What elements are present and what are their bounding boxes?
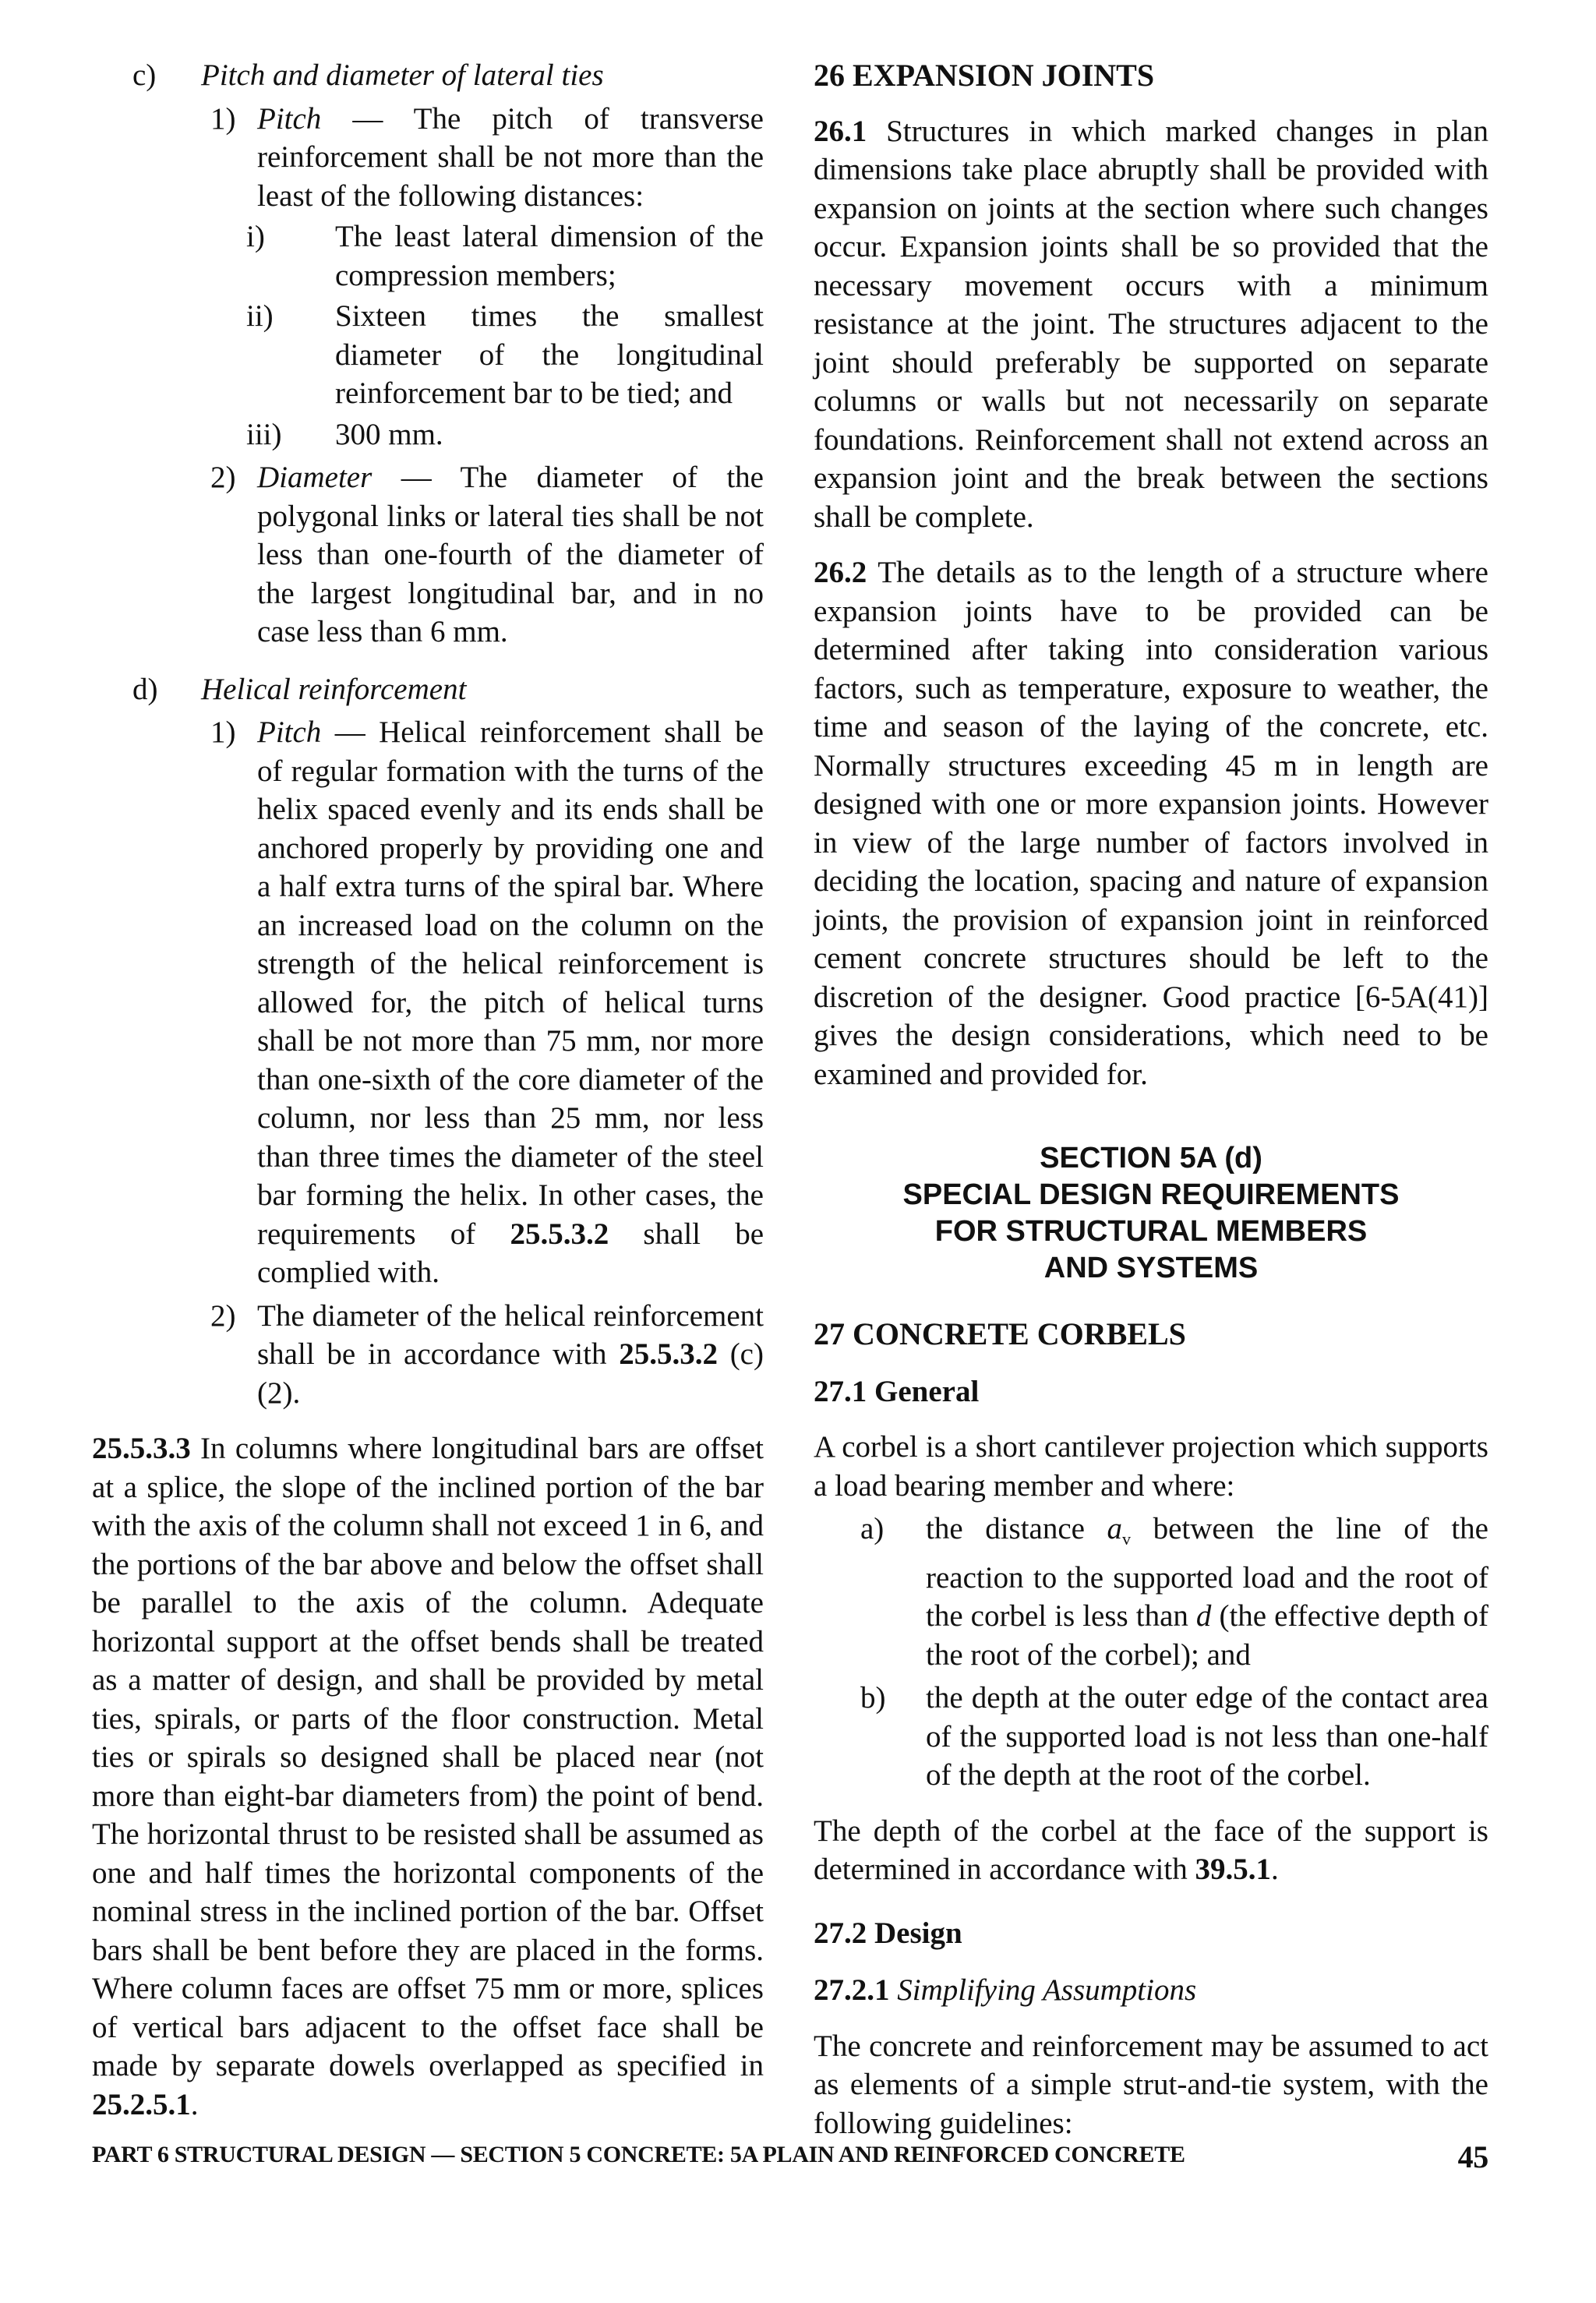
heading-26-expansion-joints: 26 EXPANSION JOINTS [814,58,1155,93]
paragraph-26-1-number: 26.1 [814,114,867,148]
clause-d-title: Helical reinforcement [201,672,467,706]
corbel-condition-a [814,1510,1488,1674]
section-heading-line-1: SECTION 5A (d) [1040,1142,1262,1174]
paragraph-26-2-number: 26.2 [814,556,867,589]
corbel-condition-a-text-1: the distance [926,1512,1107,1545]
clause-d2-end: (c) (2). [257,1337,764,1410]
paragraph-25-5-3-3-text: In columns where longitudinal bars are offset at a splice, the slope of the inclined portion of the bar with the axis of the column shall not exceed 1 in 6, and the portions of the bar above and below the offset shall be parallel to the axis of the column. Adequate horizontal support at the offset bends shall be treated as a matter of design, and shall be provided by metal ties, spirals, or parts of the floor construction. Metal ties or spirals so designed shall be placed near (not more than eight-bar diameters from) the point of bend. The horizontal thrust to be resisted shall be assumed as one and half times the horizontal components of the nominal stress in the inclined portion of the bar. Offset bars shall be bent before they are placed in the forms. Where column faces are offset 75 mm or more, splices of vertical bars adjacent to the offset face shall be made by separate dowels overlapped as specified in [92,1432,764,2082]
corbel-condition-b [814,1679,1488,1795]
heading-27-2-1 [814,1971,1488,2010]
page-footer [92,2139,1488,2174]
clause-d1-ref: 25.5.3.2 [510,1217,609,1251]
paragraph-27-2-1: The concrete and reinforcement may be assumed to act as elements of a simple strut-and-tie system, with the following guidelines: [814,2029,1488,2140]
clause-d2 [92,1297,764,1413]
clause-c1-ii [92,297,764,413]
section-heading-line-3: FOR STRUCTURAL MEMBERS [934,1215,1368,1248]
clause-c1 [92,100,764,216]
paragraph-corbel-depth-text: The depth of the corbel at the face of the support is determined in accordance with [814,1814,1488,1886]
section-heading-line-4: AND SYSTEMS [1043,1252,1259,1284]
paragraph-corbel-depth-ref: 39.5.1 [1195,1853,1271,1886]
clause-c1-text: — The pitch of transverse reinforcement shall be not more than the least of the following distances: [257,101,764,213]
clause-c1-i [92,217,764,295]
clause-c1-marker: 1) [210,101,236,136]
clause-c1-iii [92,415,764,454]
clause-c2 [92,458,764,652]
corbel-condition-a-subscript: v [1122,1529,1132,1549]
paragraph-26-2-text: The details as to the length of a structure where expansion joints have to be provided can be determined after taking into consideration various factors, such as temperature, exposure to weather, the time and season of the laying of the concrete, etc. Normally structures exceeding 45 m in length are designed with one or more expansion joints. However in view of the large number of factors involved in deciding the location, spacing and nature of expansion joints, the provision of expansion joint in reinforced cement concrete structures should be left to the discretion of the designer. Good practice [6-5A(41)] gives the design considerations, which need to be examined and provided for. [814,556,1488,1091]
section-heading-line-2: SPECIAL DESIGN REQUIREMENTS [902,1178,1400,1211]
clause-c2-lead: Diameter [257,461,373,494]
footer-text: PART 6 STRUCTURAL DESIGN — SECTION 5 CONCRETE: 5A PLAIN AND REINFORCED CONCRETE [92,2142,1185,2167]
corbel-condition-a-marker: a) [860,1512,885,1545]
clause-c-title: Pitch and diameter of lateral ties [201,58,604,92]
corbel-condition-a-variable-d: d [1195,1599,1212,1633]
clause-d2-ref: 25.5.3.2 [619,1337,718,1371]
clause-d1 [92,713,764,1292]
clause-d2-marker: 2) [210,1298,236,1333]
paragraph-25-5-3-3-end: . [190,2087,199,2121]
corbel-condition-b-text: the depth at the outer edge of the contact area of the supported load is not less than one-half of the depth at the root of the corbel. [926,1681,1488,1792]
clause-d1-lead: Pitch [257,715,322,749]
clause-c1-i-marker: i) [246,220,265,253]
clause-c-marker: c) [132,58,157,92]
paragraph-25-5-3-3 [92,1429,764,2124]
clause-c1-i-text: The least lateral dimension of the compression members; [335,220,764,292]
paragraph-26-1 [814,112,1488,537]
clause-c1-ii-marker: ii) [246,299,274,333]
heading-27-2-design: 27.2 Design [814,1916,962,1950]
corbel-condition-a-text-3: (the effective depth of the root of the corbel); and [926,1599,1489,1672]
paragraph-corbel-depth-end: . [1270,1853,1279,1886]
paragraph-25-5-3-3-number: 25.5.3.3 [92,1432,191,1465]
clause-d1-end: shall be complied with. [257,1217,764,1289]
clause-c2-marker: 2) [210,461,236,494]
clause-c1-lead: Pitch [257,101,322,136]
clause-c-heading [92,56,764,95]
paragraph-26-1-text: Structures in which marked changes in plan dimensions take place abruptly shall be provided with expansion on joints at the section where such changes occur. Expansion joints shall be so provided that the necessary movement occurs with a minimum resistance at the joint. The structures adjacent to the joint should preferably be supported on separate columns or walls but not necessarily on separate foundations. Reinforcement shall not extend across an expansion joint and the break between the sections shall be complete. [814,114,1488,534]
left-column [92,56,764,2124]
clause-c1-iii-text: 300 mm. [335,417,443,451]
section-5a-d-heading [814,1140,1488,1287]
clause-d1-marker: 1) [210,715,236,749]
page-number: 45 [1457,2139,1488,2174]
paragraph-corbel-depth [814,1812,1488,1889]
heading-27-1-general: 27.1 General [814,1374,980,1408]
heading-27-2-1-title: Simplifying Assumptions [897,1973,1197,2007]
clause-c1-iii-marker: iii) [246,417,282,451]
clause-d2-text: The diameter of the helical reinforcement shall be in accordance with [257,1298,764,1371]
clause-d-marker: d) [132,672,158,706]
clause-c1-ii-text: Sixteen times the smallest diameter of the longitudinal reinforcement bar to be tied; and [335,299,764,410]
paragraph-25-5-3-3-ref: 25.2.5.1 [92,2087,191,2121]
heading-27-2-1-number: 27.2.1 [814,1973,890,2007]
clause-c2-text: — The diameter of the polygonal links or lateral ties shall be not less than one-fourth of the diameter of the largest longitudinal bar, and in no case less than 6 mm. [257,461,764,648]
paragraph-27-1: A corbel is a short cantilever projection which supports a load bearing member and where: [814,1430,1488,1503]
right-column [814,56,1488,2142]
corbel-condition-a-text-2: between the line of the reaction to the supported load and the root of the corbel is less than [926,1512,1488,1633]
paragraph-26-2 [814,553,1488,1093]
clause-d-heading [92,670,764,709]
corbel-condition-b-marker: b) [860,1681,886,1715]
corbel-condition-a-variable: a [1107,1512,1123,1545]
clause-d1-text: — Helical reinforcement shall be of regular formation with the turns of the helix spaced evenly and its ends shall be anchored properly by providing one and a half extra turns of the spiral bar. Where an increased load on the column on the strength of the helical reinforcement is allowed for, the pitch of helical turns shall be not more than 75 mm, nor more than one-sixth of the core diameter of the column, nor less than 25 mm, nor less than three times the diameter of the steel bar forming the helix. In other cases, the requirements of [257,715,764,1251]
heading-27-concrete-corbels: 27 CONCRETE CORBELS [814,1316,1186,1351]
